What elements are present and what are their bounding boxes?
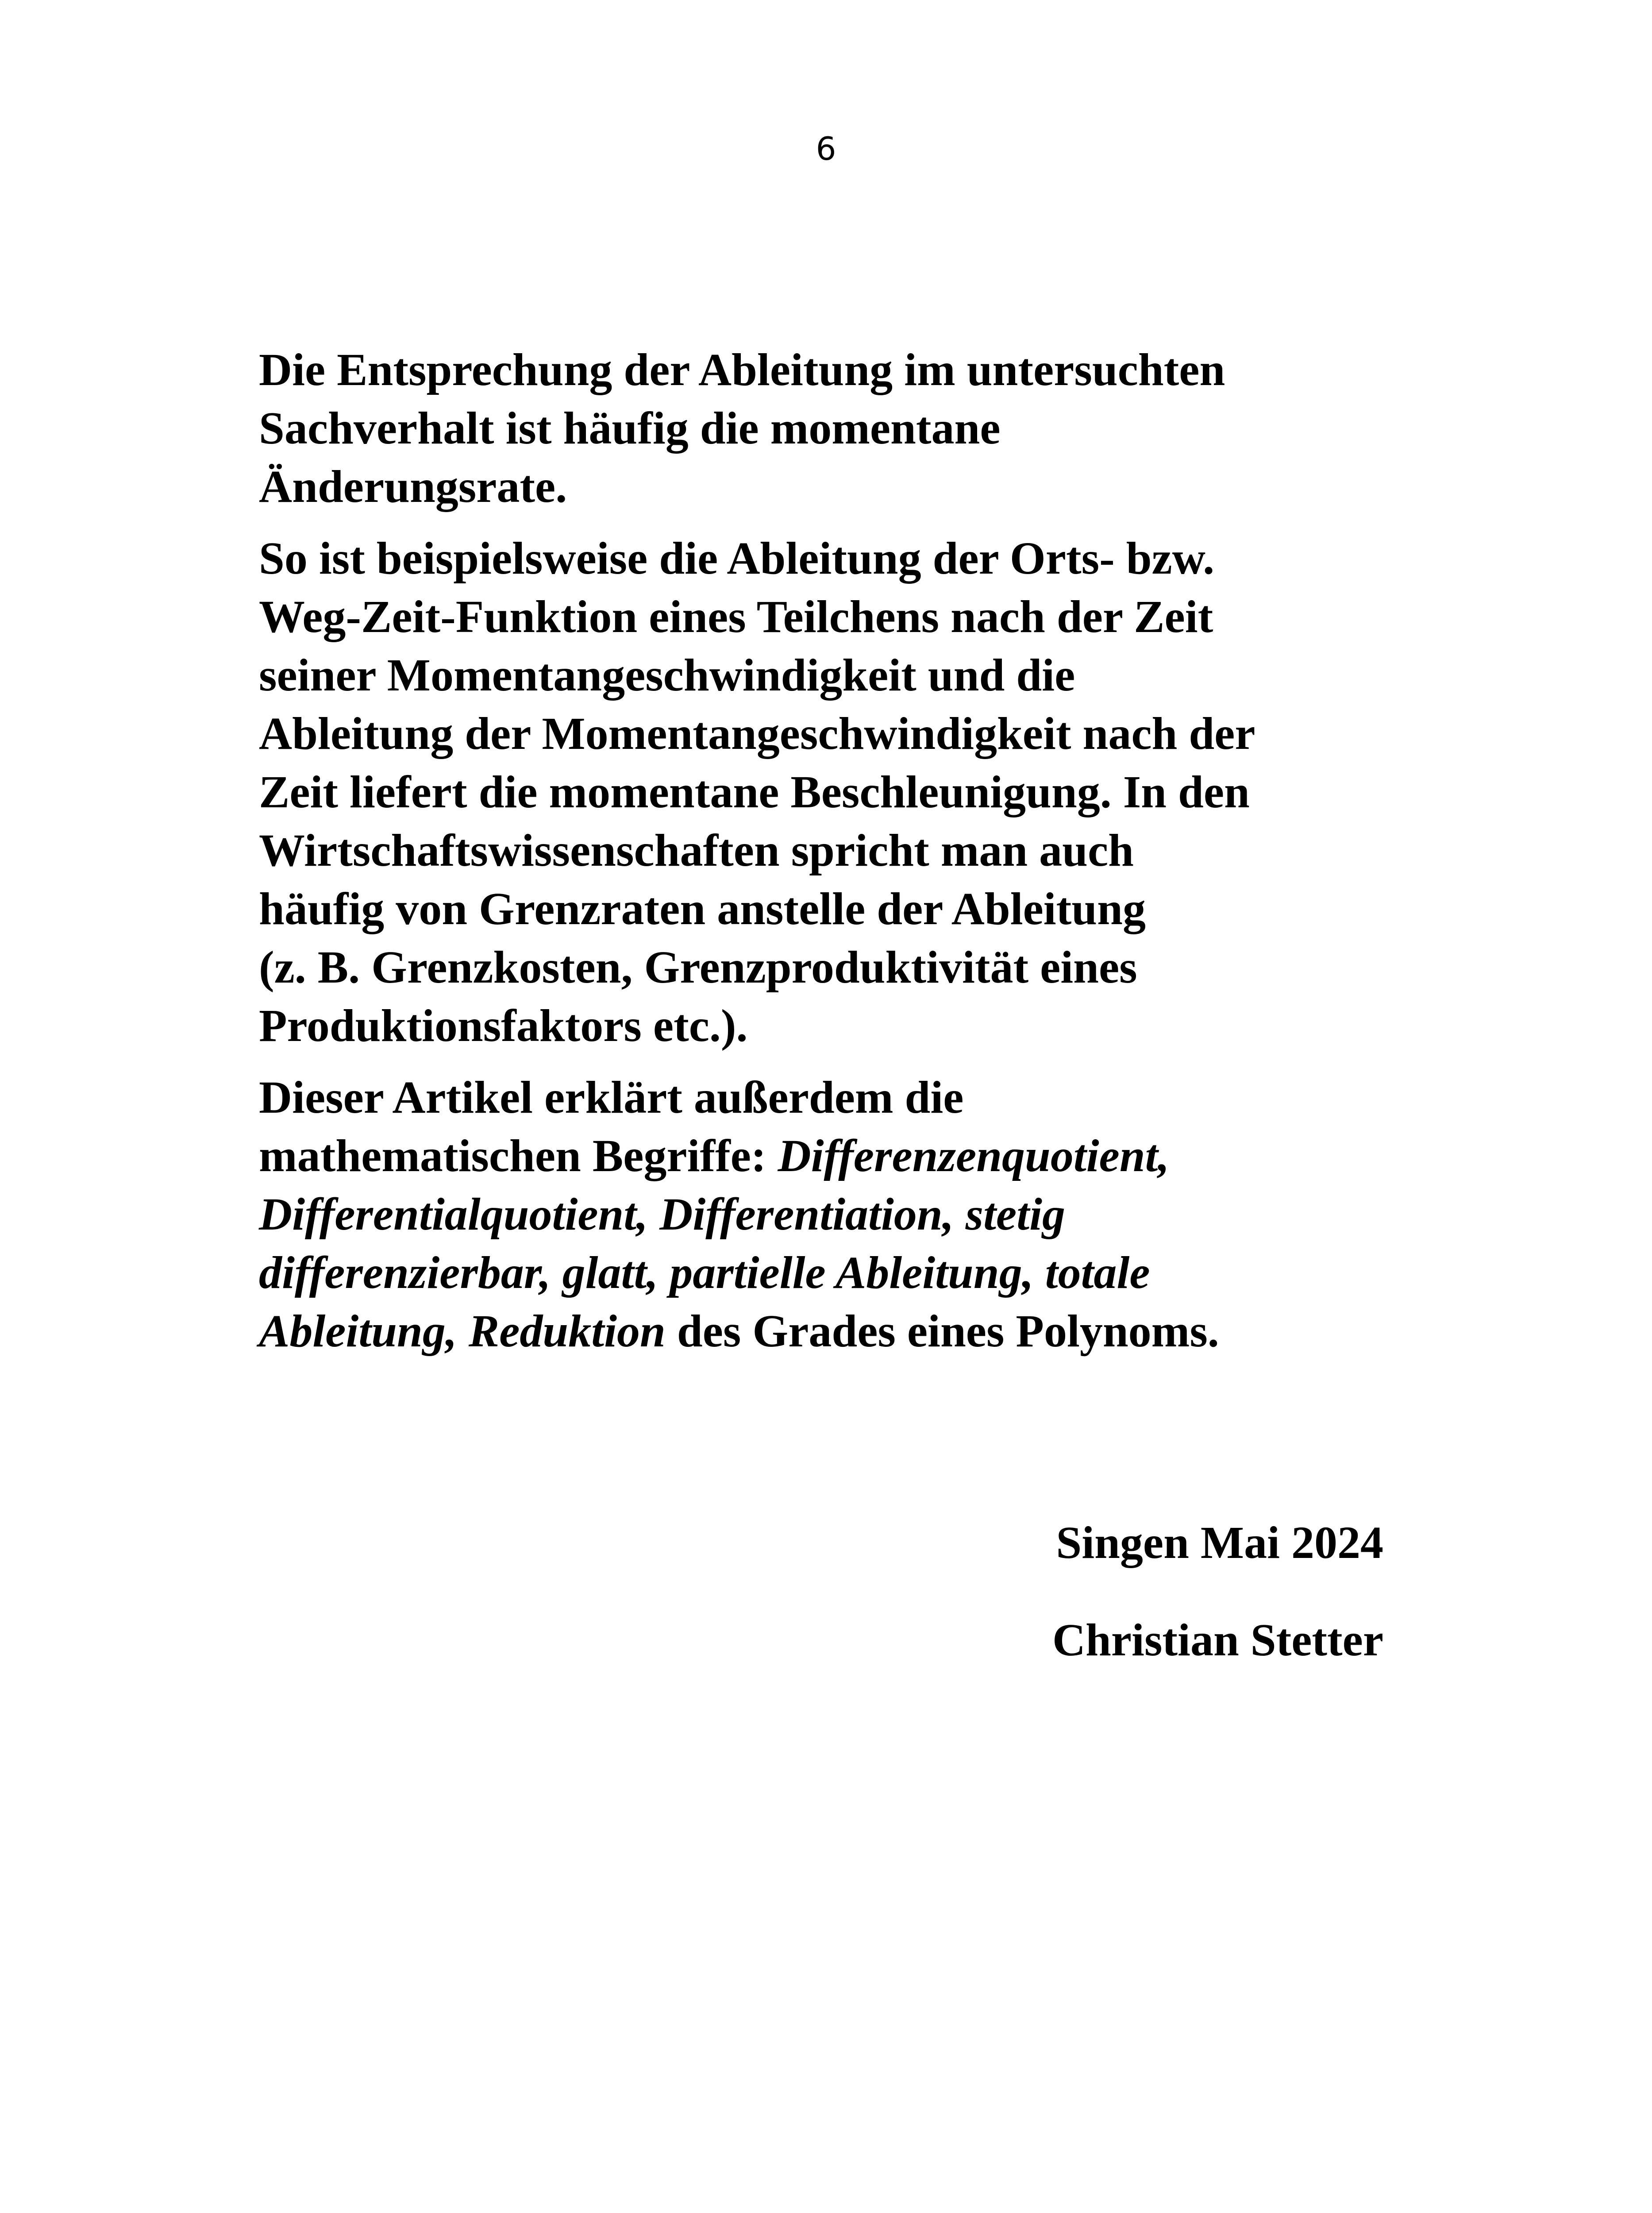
page-number: 6	[816, 130, 836, 167]
text-line: So ist beispielsweise die Ableitung der Orts- bzw.	[259, 533, 1215, 584]
text-line: Sachverhalt ist häufig die momentane	[259, 403, 1001, 454]
text-line: Zeit liefert die momentane Beschleunigung. In den	[259, 767, 1250, 817]
italic-term-line: Differentialquotient, Differentiation, stetig	[259, 1189, 1065, 1240]
text-line	[259, 1127, 1432, 1185]
text-line: Änderungsrate.	[259, 461, 567, 512]
italic-term: Differenzenquotient,	[778, 1130, 1170, 1181]
text-line: häufig von Grenzraten anstelle der Ableitung	[259, 883, 1146, 934]
text-line: Die Entsprechung der Ableitung im untersuchten	[259, 344, 1225, 395]
paragraph-terms	[259, 1068, 1432, 1361]
text-line: Wirtschaftswissenschaften spricht man auch	[259, 825, 1134, 876]
text-line	[259, 1302, 1432, 1361]
author-name: Christian Stetter	[1052, 1615, 1383, 1666]
text-line: Weg-Zeit-Funktion eines Teilchens nach der Zeit	[259, 591, 1213, 642]
text-line: (z. B. Grenzkosten, Grenzproduktivität eines	[259, 942, 1137, 993]
text-segment: des Grades eines Polynoms.	[665, 1306, 1219, 1357]
text-line: Dieser Artikel erklärt außerdem die	[259, 1072, 964, 1123]
place-date: Singen Mai 2024	[1056, 1517, 1383, 1568]
text-line: Produktionsfaktors etc.).	[259, 1000, 748, 1051]
paragraph-derivative-meaning	[259, 341, 1432, 516]
italic-term: Ableitung, Reduktion	[259, 1306, 666, 1357]
text-line: seiner Momentangeschwindigkeit und die	[259, 650, 1075, 701]
text-line: Ableitung der Momentangeschwindigkeit nach der	[259, 708, 1255, 759]
paragraph-examples	[259, 529, 1432, 1055]
italic-term-line: differenzierbar, glatt, partielle Ableitung, totale	[259, 1247, 1150, 1298]
text-segment: mathematischen Begriffe:	[259, 1130, 778, 1181]
main-text	[259, 341, 1432, 1374]
signature-block	[1052, 1514, 1383, 1708]
